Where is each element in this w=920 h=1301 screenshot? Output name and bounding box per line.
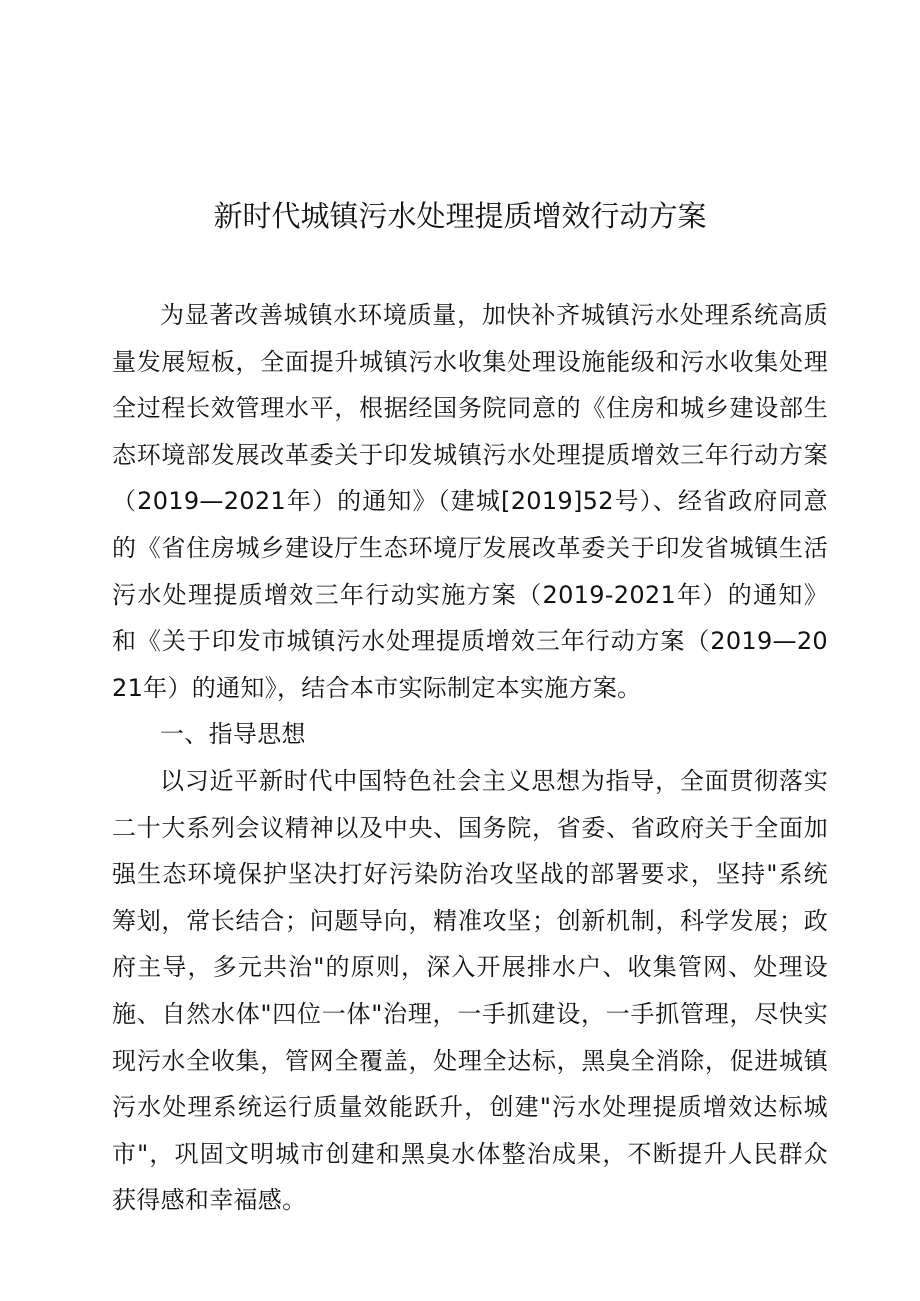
document-title: 新时代城镇污水处理提质增效行动方案	[213, 199, 707, 233]
section-paragraph-guiding-ideology: 以习近平新时代中国特色社会主义思想为指导，全面贯彻落实二十大系列会议精神以及中央、国务院，省委、省政府关于全面加强生态环境保护坚决打好污染防治攻坚战的部署要求，坚持"系统筹划，常长结合；问题导向，精准攻坚；创新机制，科学发展；政府主导，多元共治"的原则，深入开展排水户、收集管网、处理设施、自然水体"四位一体"治理，一手抓建设，一手抓管理，尽快实现污水全收集，管网全覆盖，处理全达标，黑臭全消除，促进城镇污水处理系统运行质量效能跃升，创建"污水处理提质增效达标城市"，巩固文明城市创建和黑臭水体整治成果，不断提升人民群众获得感和幸福感。	[112, 766, 828, 1215]
document-body	[112, 292, 828, 1224]
intro-paragraph: 为显著改善城镇水环境质量，加快补齐城镇污水处理系统高质量发展短板，全面提升城镇污水收集处理设施能级和污水收集处理全过程长效管理水平，根据经国务院同意的《住房和城乡建设部生态环境部发展改革委关于印发城镇污水处理提质增效三年行动方案（2019—2021年）的通知》（建城[2019]52号）、经省政府同意的《省住房城乡建设厅生态环境厅发展改革委关于印发省城镇生活污水处理提质增效三年行动实施方案（2019-2021年）的通知》和《关于印发市城镇污水处理提质增效三年行动方案（2019—2021年）的通知》，结合本市实际制定本实施方案。	[112, 301, 828, 702]
section-heading-guiding-ideology: 一、指导思想	[160, 720, 306, 749]
